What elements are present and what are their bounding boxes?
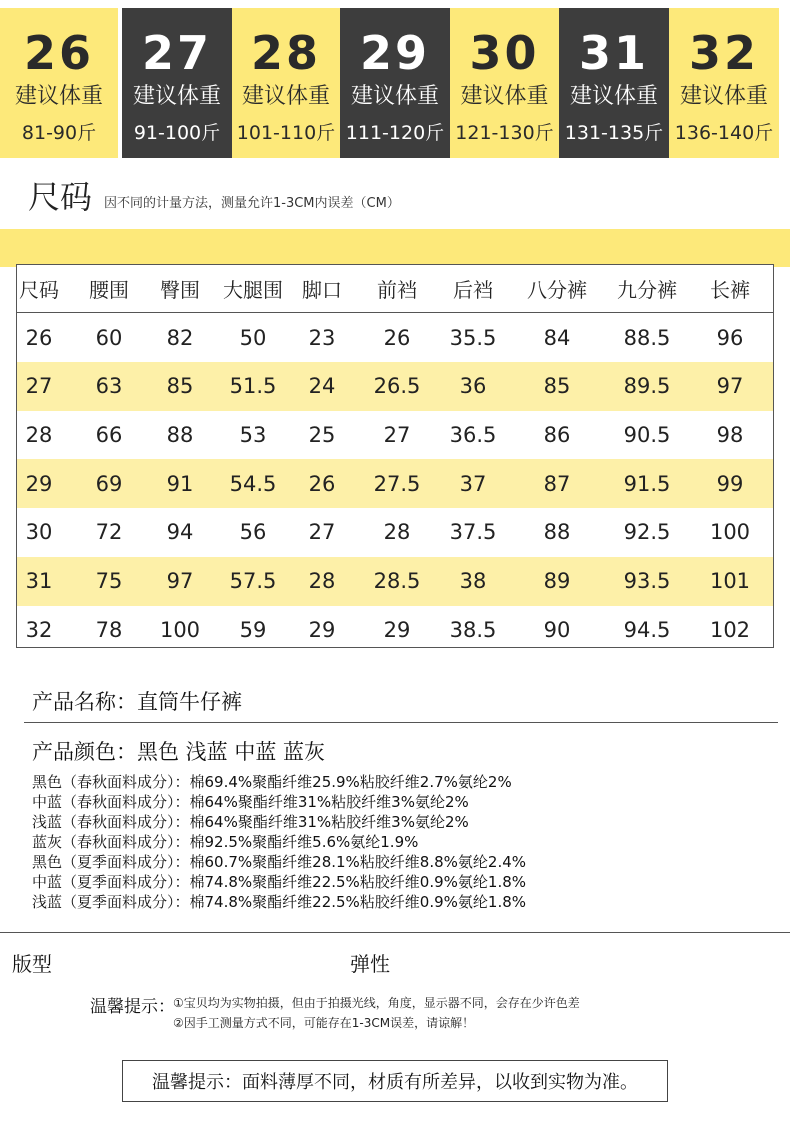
table-cell: 24 <box>308 374 336 399</box>
table-cell: 26 <box>308 471 336 496</box>
composition-line: 蓝灰（春秋面料成分）：棉92.5%聚酯纤维5.6%氨纶1.9% <box>32 833 419 851</box>
table-cell: 98 <box>716 422 744 447</box>
composition-line: 中蓝（春秋面料成分）：棉64%聚酯纤维31%粘胶纤维3%氨纶2% <box>32 793 469 811</box>
size-weight-label: 建议体重 <box>569 84 658 109</box>
table-cell: 96 <box>716 325 744 350</box>
size-weight-range: 111-120斤 <box>345 122 445 144</box>
table-cell: 28 <box>383 520 411 545</box>
table-cell: 75 <box>95 569 123 593</box>
tips-label: 温馨提示： <box>90 997 175 1017</box>
table-cell: 97 <box>716 374 744 399</box>
table-cell: 88 <box>166 422 194 447</box>
size-weight-range: 136-140斤 <box>674 122 774 144</box>
size-card-29 <box>340 8 450 158</box>
table-cell: 27 <box>308 520 336 545</box>
fabric-notice-box: 温馨提示：面料薄厚不同，材质有所差异，以收到实物为准。 <box>122 1060 668 1102</box>
composition-line: 浅蓝（夏季面料成分）：棉74.8%聚酯纤维22.5%粘胶纤维0.9%氨纶1.8% <box>32 893 527 911</box>
table-cell: 89 <box>543 569 571 593</box>
tip-line-2: ②因手工测量方式不同，可能存在1-3CM误差，请谅解！ <box>173 1016 475 1030</box>
table-cell: 93.5 <box>623 569 671 593</box>
column-header: 腰围 <box>89 278 129 302</box>
table-cell: 36 <box>459 374 487 399</box>
table-cell: 59 <box>239 617 267 642</box>
size-number: 26 <box>23 26 94 80</box>
column-header: 后裆 <box>453 278 493 302</box>
size-card-32 <box>669 8 779 158</box>
size-card-26 <box>0 8 118 158</box>
size-number: 30 <box>469 26 540 80</box>
table-cell: 92.5 <box>623 520 671 545</box>
column-header: 脚口 <box>302 278 342 302</box>
table-cell: 32 <box>25 617 53 642</box>
size-card-31 <box>559 8 669 158</box>
table-cell: 82 <box>166 325 194 350</box>
size-weight-range: 121-130斤 <box>455 122 554 144</box>
size-weight-strip <box>0 8 790 158</box>
table-cell: 101 <box>709 569 751 593</box>
size-card-28 <box>232 8 340 158</box>
table-cell: 26.5 <box>373 374 421 399</box>
composition-line: 中蓝（夏季面料成分）：棉74.8%聚酯纤维22.5%粘胶纤维0.9%氨纶1.8% <box>32 873 527 891</box>
table-cell: 57.5 <box>229 569 277 593</box>
table-cell: 23 <box>308 325 336 350</box>
table-cell: 38.5 <box>449 617 497 642</box>
table-cell: 27 <box>25 374 53 399</box>
table-cell: 86 <box>543 422 571 447</box>
table-cell: 60 <box>95 325 123 350</box>
table-cell: 87 <box>543 471 571 496</box>
product-colors: 产品颜色：黑色 浅蓝 中蓝 蓝灰 <box>32 740 326 764</box>
table-cell: 94 <box>166 520 194 545</box>
size-weight-label: 建议体重 <box>679 84 768 109</box>
table-cell: 94.5 <box>623 617 671 642</box>
size-weight-range: 101-110斤 <box>236 122 336 144</box>
fabric-composition-list <box>32 772 526 912</box>
size-card-30 <box>450 8 559 158</box>
table-cell: 30 <box>25 520 53 545</box>
table-cell: 85 <box>543 374 571 399</box>
size-weight-range: 81-90斤 <box>21 122 97 144</box>
size-table <box>16 264 774 648</box>
size-weight-range: 131-135斤 <box>564 122 664 144</box>
table-cell: 89.5 <box>623 374 671 399</box>
table-cell: 35.5 <box>449 325 497 350</box>
table-cell: 90 <box>543 617 571 642</box>
composition-line: 黑色（夏季面料成分）：棉60.7%聚酯纤维28.1%粘胶纤维8.8%氨纶2.4% <box>32 853 527 871</box>
column-header: 尺码 <box>19 278 59 302</box>
table-row <box>17 508 773 557</box>
composition-line: 浅蓝（春秋面料成分）：棉64%聚酯纤维31%粘胶纤维3%氨纶2% <box>32 813 469 831</box>
size-weight-label: 建议体重 <box>241 84 330 109</box>
tip-line-1: ①宝贝均为实物拍摄，但由于拍摄光线，角度，显示器不同，会存在少许色差 <box>173 996 580 1010</box>
yellow-band <box>0 229 790 267</box>
table-cell: 37.5 <box>449 520 497 545</box>
size-chart-title: 尺码 <box>28 178 93 216</box>
divider <box>0 932 790 933</box>
table-cell: 56 <box>239 520 267 545</box>
table-row <box>17 313 773 362</box>
table-cell: 63 <box>95 374 123 399</box>
table-row <box>17 557 773 606</box>
table-cell: 66 <box>95 422 123 447</box>
table-cell: 26 <box>25 325 53 350</box>
table-cell: 29 <box>383 617 411 642</box>
table-cell: 78 <box>95 617 123 642</box>
size-number: 29 <box>359 26 430 80</box>
size-number: 28 <box>250 26 321 80</box>
table-cell: 37 <box>459 471 487 496</box>
table-cell: 29 <box>308 617 336 642</box>
size-weight-label: 建议体重 <box>460 84 549 109</box>
table-row <box>17 605 773 654</box>
table-cell: 53 <box>239 422 267 447</box>
table-cell: 28 <box>308 569 336 593</box>
table-cell: 51.5 <box>229 374 277 399</box>
table-cell: 69 <box>95 471 123 496</box>
elasticity-label: 弹性 <box>350 952 390 976</box>
column-header: 大腿围 <box>223 278 283 302</box>
table-cell: 38 <box>459 569 487 593</box>
table-cell: 100 <box>709 520 751 545</box>
fit-label: 版型 <box>12 952 52 976</box>
size-chart-note: 因不同的计量方法，测量允许1-3CM内误差（CM） <box>104 196 400 211</box>
table-cell: 99 <box>716 471 744 496</box>
column-header: 九分裤 <box>617 278 677 302</box>
product-name: 产品名称：直筒牛仔裤 <box>32 690 242 714</box>
table-cell: 27.5 <box>373 471 421 496</box>
table-cell: 36.5 <box>449 422 497 447</box>
table-cell: 84 <box>543 325 571 350</box>
table-cell: 85 <box>166 374 194 399</box>
table-cell: 91 <box>166 471 194 496</box>
table-cell: 88 <box>543 520 571 545</box>
divider <box>24 722 778 723</box>
table-cell: 29 <box>25 471 53 496</box>
table-cell: 25 <box>308 422 336 447</box>
column-header: 臀围 <box>160 278 200 302</box>
column-header: 长裤 <box>710 278 750 302</box>
table-cell: 102 <box>709 617 751 642</box>
column-header: 前裆 <box>377 278 417 302</box>
size-number: 27 <box>141 26 212 80</box>
table-cell: 54.5 <box>229 471 277 496</box>
size-number: 32 <box>688 26 759 80</box>
composition-line: 黑色（春秋面料成分）：棉69.4%聚酯纤维25.9%粘胶纤维2.7%氨纶2% <box>32 773 512 791</box>
table-cell: 26 <box>383 325 411 350</box>
size-weight-label: 建议体重 <box>132 84 221 109</box>
table-cell: 31 <box>25 569 53 593</box>
table-cell: 27 <box>383 422 411 447</box>
table-header-row <box>17 265 773 313</box>
table-cell: 88.5 <box>623 325 671 350</box>
table-cell: 97 <box>166 569 194 593</box>
table-cell: 28 <box>25 422 53 447</box>
table-row <box>17 410 773 459</box>
table-cell: 91.5 <box>623 471 671 496</box>
column-header: 八分裤 <box>527 278 587 302</box>
table-cell: 50 <box>239 325 267 350</box>
size-card-27 <box>122 8 232 158</box>
table-cell: 28.5 <box>373 569 421 593</box>
table-row <box>17 459 773 508</box>
size-weight-label: 建议体重 <box>14 84 103 109</box>
size-weight-label: 建议体重 <box>350 84 439 109</box>
size-weight-range: 91-100斤 <box>133 122 221 144</box>
table-cell: 100 <box>159 617 201 642</box>
table-cell: 90.5 <box>623 422 671 447</box>
table-cell: 72 <box>95 520 123 545</box>
size-number: 31 <box>578 26 649 80</box>
table-row <box>17 362 773 411</box>
